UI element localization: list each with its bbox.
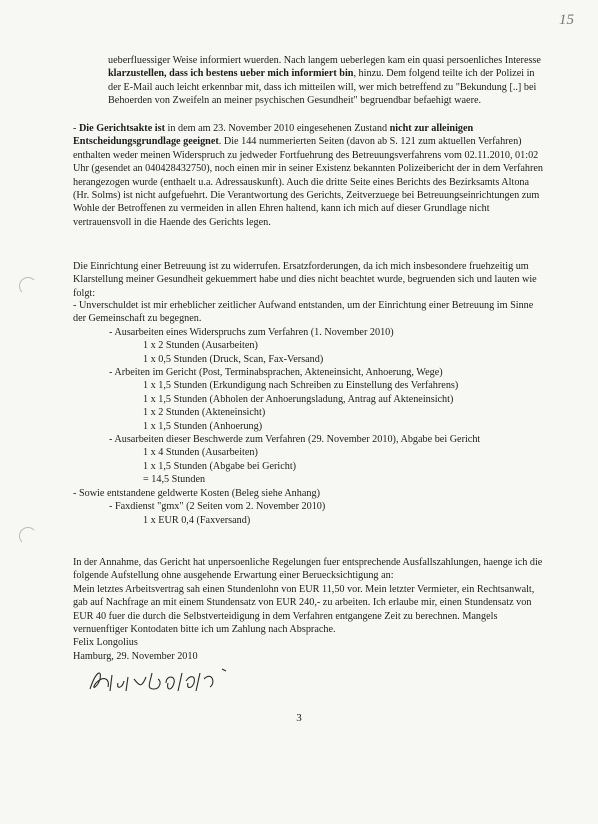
widerruf-text: Die Einrichtung einer Betreuung ist zu widerrufen. Ersatzforderungen, da ich mich insbesondere fruehzeitig um Klarstellung meiner Gesundheit gekuemmert habe und dies nicht beachtet wurde, begruenden sich und lauten wie folgt:	[73, 261, 537, 299]
list-subitem: - Faxdienst "gmx" (2 Seiten vom 2. November 2010)	[109, 501, 326, 513]
paragraph-annahme	[73, 556, 543, 663]
list-subitem: 1 x 2 Stunden (Ausarbeiten)	[143, 340, 258, 352]
dash: -	[73, 123, 79, 134]
intro-text-end: , hinzu. Dem folgend teilte ich der Polizei in der E-Mail auch leicht erkennbar mit, dass ich mitteilen will, wer mich betreffend zu "Bekundung [..] bei Behoerden von Zweifeln an meiner psychischen Gesundheit" begruendbar befaehigt waere.	[108, 68, 537, 107]
list-subitem: 1 x 1,5 Stunden (Abgabe bei Gericht)	[143, 460, 297, 472]
paragraph-aufwand	[73, 299, 543, 527]
list-item: - Sowie entstandene geldwerte Kosten (Beleg siehe Anhang)	[73, 487, 320, 499]
list-subitem: 1 x 1,5 Stunden (Erkundigung nach Schreiben zu Einstellung des Verfahrens)	[143, 380, 459, 392]
intro-bold: klarzustellen, dass ich bestens ueber mich informiert bin	[108, 68, 354, 80]
handwritten-signature	[86, 665, 236, 699]
list-item: - Ausarbeiten eines Widerspruchs zum Verfahren (1. November 2010)	[109, 326, 394, 338]
paragraph-widerruf	[73, 260, 543, 300]
gerichtsakte-text: in dem am 23. November 2010 eingesehenen Zustand	[164, 123, 390, 134]
page-number: 3	[296, 712, 302, 724]
annahme-text: In der Annahme, das Gericht hat unpersoenliche Regelungen fuer entsprechende Ausfallszahlungen, haenge ich die folgende Aufstellung ohne ausgehende Erwartung einer Beruecksichtigung an:	[73, 557, 543, 582]
list-subitem: 1 x 4 Stunden (Ausarbeiten)	[143, 447, 258, 459]
paragraph-intro	[108, 54, 546, 108]
list-subitem: 1 x 1,5 Stunden (Abholen der Anhoerungsladung, Antrag auf Akteneinsicht)	[143, 393, 454, 405]
list-total: = 14,5 Stunden	[143, 474, 206, 486]
gerichtsakte-text-2: . Die 144 nummerierten Seiten (davon ab S. 121 zum aktuellen Verfahren) enthalten weder meinen Widerspruch zu jedweder Fortfuehrung des Betreuungsverfahrens vom 02.11.2010, 01:02 Uhr (gesendet an 040428432750), noch einen mir in seiner Existenz bekannten Polizeibericht der in dem Verfahren herangezogen wurde (enthaelt u.a. Adressauskunft). Auch die dritte Seite eines Berichts des Bezirksamts Altona (Hr. Solms) ist nicht aufgefuehrt. Die Verantwortung des Gerichts, Zeitverzuege bei Betreuungseinrichtungen zum Wohle der Betroffenen zu vermeiden in allen Ehren haltend, kann ich mich auf dieser Grundlage nicht vertrauensvoll in die Haende des Gerichts legen.	[73, 136, 543, 228]
punch-hole-bottom	[19, 527, 37, 545]
list-item: - Arbeiten im Gericht (Post, Terminabsprachen, Akteneinsicht, Anhoerung, Wege)	[109, 367, 443, 379]
list-subitem: 1 x EUR 0,4 (Faxversand)	[143, 514, 251, 526]
list-subitem: 1 x 2 Stunden (Akteneinsicht)	[143, 407, 266, 419]
list-subitem: 1 x 0,5 Stunden (Druck, Scan, Fax-Versand)	[143, 353, 324, 365]
aufwand-text: - Unverschuldet ist mir erheblicher zeitlicher Aufwand entstanden, um der Einrichtung einer Betreuung im Sinne der Gemeinschaft zu begegnen.	[73, 300, 534, 325]
list-item: - Ausarbeiten dieser Beschwerde zum Verfahren (29. November 2010), Abgabe bei Gericht	[109, 434, 481, 446]
punch-hole-top	[19, 277, 37, 295]
stundensatz-text: Mein letztes Arbeitsvertrag sah einen Stundenlohn von EUR 11,50 vor. Mein letzter Vermieter, ein Rechtsanwalt, gab auf Nachfrage an mit einem Stundensatz von EUR 240,- zu arbeiten. Ich erlaube mir, einen Stundensatz von EUR 40 fuer die durch die Selbstverteidigung in dem Verfahren entgangene Zeit zu berechnen. Mangels vernuenftiger Kontodaten bitte ich um Zahlung nach Absprache.	[73, 583, 535, 636]
paragraph-gerichtsakte	[73, 122, 543, 229]
intro-text: ueberfluessiger Weise informiert wuerden. Nach langem ueberlegen kam ein quasi persoenliches Interesse	[108, 55, 541, 66]
place-date: Hamburg, 29. November 2010	[73, 650, 198, 662]
handwritten-page-mark: 15	[559, 12, 574, 28]
gerichtsakte-bold-2: nicht zur alleinigen Entscheidungsgrundlage geeignet	[73, 123, 474, 148]
list-subitem: 1 x 1,5 Stunden (Anhoerung)	[143, 420, 263, 432]
signer-name: Felix Longolius	[73, 637, 138, 649]
gerichtsakte-bold: Die Gerichtsakte ist	[78, 123, 165, 134]
